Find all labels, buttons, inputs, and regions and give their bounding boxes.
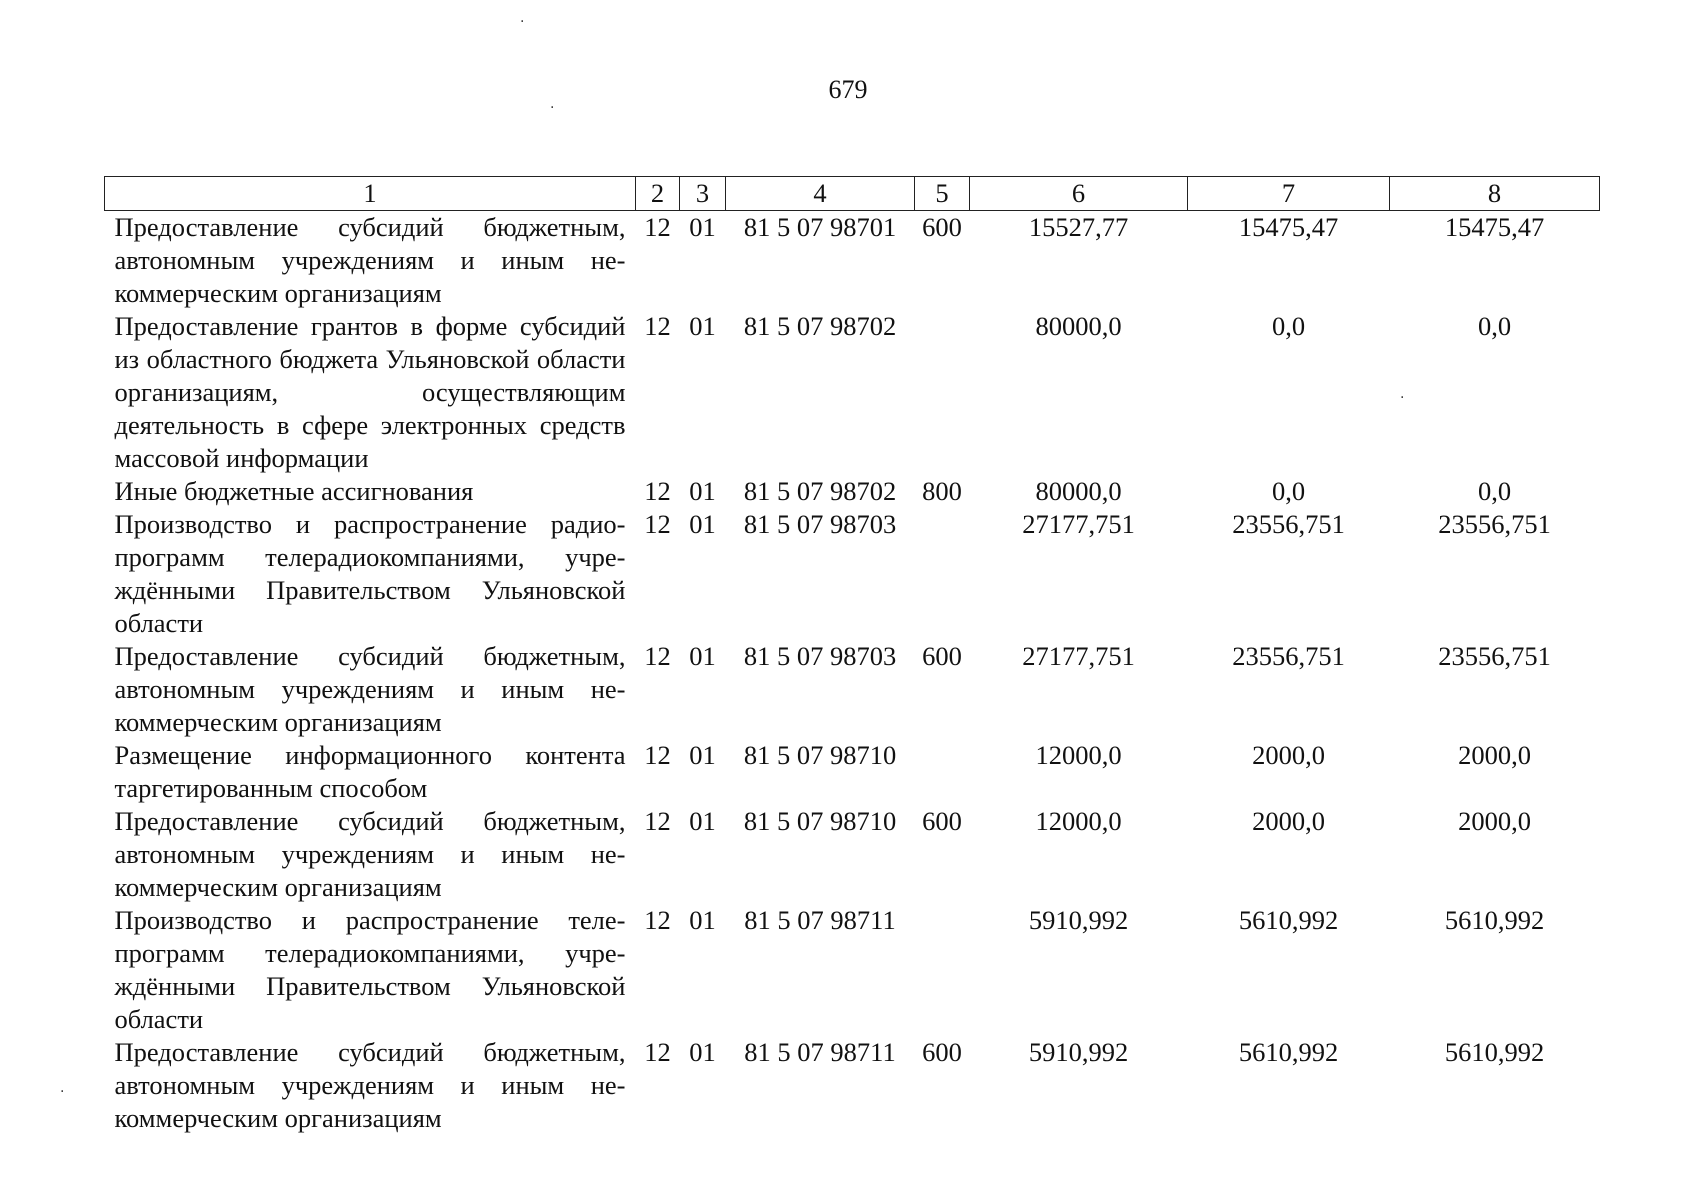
column-header-3: 3 — [680, 177, 726, 211]
row-amount-7: 2000,0 — [1252, 806, 1325, 836]
row-amount-7: 23556,751 — [1232, 509, 1345, 539]
row-subsection: 01 — [689, 740, 716, 770]
table-body — [105, 211, 1600, 1136]
scan-speck: · — [1400, 390, 1405, 406]
row-section: 12 — [644, 641, 671, 671]
column-header-1: 1 — [105, 177, 636, 211]
row-amount-6: 27177,751 — [1022, 509, 1135, 539]
row-section: 12 — [644, 476, 671, 506]
row-name: Иные бюджетные ассигнования — [114, 476, 474, 506]
column-header-8: 8 — [1390, 177, 1600, 211]
row-subsection: 01 — [689, 212, 716, 242]
row-amount-6: 27177,751 — [1022, 641, 1135, 671]
row-expense-type: 600 — [922, 641, 962, 671]
scan-speck: · — [550, 100, 555, 116]
table-header — [105, 177, 1600, 211]
column-header-7: 7 — [1188, 177, 1390, 211]
row-section: 12 — [644, 740, 671, 770]
row-name: Производство и распространение телепрограмм телерадиокомпаниями, учреждёнными Правительством Ульяновской области — [114, 905, 626, 1034]
table-row — [105, 739, 1600, 805]
row-target-code: 81 5 07 98702 — [743, 476, 897, 506]
budget-table — [104, 176, 1600, 1135]
row-section: 12 — [644, 806, 671, 836]
row-expense-type — [915, 904, 970, 1036]
row-amount-7: 23556,751 — [1232, 641, 1345, 671]
table-row — [105, 904, 1600, 1036]
column-header-2: 2 — [636, 177, 680, 211]
row-target-code: 81 5 07 98711 — [744, 1037, 896, 1067]
row-amount-6: 12000,0 — [1035, 740, 1122, 770]
row-amount-6: 5910,992 — [1028, 1037, 1129, 1067]
row-target-code: 81 5 07 98710 — [743, 806, 897, 836]
row-name: Предоставление субсидий бюджетным, автономным учреждениям и иным некоммерческим организациям — [114, 212, 626, 308]
row-amount-7: 5610,992 — [1238, 1037, 1339, 1067]
table-row — [105, 475, 1600, 508]
row-expense-type: 600 — [922, 212, 962, 242]
row-amount-6: 15527,77 — [1028, 212, 1129, 242]
row-subsection: 01 — [689, 509, 716, 539]
header-row — [105, 177, 1600, 211]
row-amount-8: 0,0 — [1477, 476, 1512, 506]
row-target-code: 81 5 07 98711 — [744, 905, 896, 935]
row-amount-8: 15475,47 — [1444, 212, 1545, 242]
row-target-code: 81 5 07 98710 — [743, 740, 897, 770]
row-name: Предоставление грантов в форме субсидий из областного бюджета Ульяновской области организациям, осуществляющим деятельность в сфере электронных средств массовой информации — [114, 311, 626, 473]
row-amount-8: 2000,0 — [1458, 806, 1531, 836]
row-subsection: 01 — [689, 476, 716, 506]
row-expense-type: 800 — [922, 476, 962, 506]
row-expense-type — [915, 310, 970, 475]
scan-speck: · — [520, 14, 525, 30]
row-section: 12 — [644, 905, 671, 935]
row-section: 12 — [644, 212, 671, 242]
row-name: Предоставление субсидий бюджетным, автономным учреждениям и иным некоммерческим организациям — [114, 641, 626, 737]
row-name: Размещение информационного контента таргетированным способом — [114, 740, 626, 803]
row-amount-7: 15475,47 — [1238, 212, 1339, 242]
row-subsection: 01 — [689, 1037, 716, 1067]
row-amount-6: 80000,0 — [1035, 476, 1122, 506]
row-expense-type: 600 — [922, 806, 962, 836]
row-amount-8: 2000,0 — [1458, 740, 1531, 770]
row-expense-type — [915, 508, 970, 640]
scan-speck: · — [60, 1084, 65, 1100]
table-row — [105, 211, 1600, 311]
row-amount-6: 80000,0 — [1035, 311, 1122, 341]
row-subsection: 01 — [689, 641, 716, 671]
row-section: 12 — [644, 311, 671, 341]
table-row — [105, 640, 1600, 739]
row-subsection: 01 — [689, 905, 716, 935]
column-header-6: 6 — [970, 177, 1188, 211]
row-amount-8: 5610,992 — [1444, 905, 1545, 935]
row-amount-8: 0,0 — [1477, 311, 1512, 341]
column-header-5: 5 — [915, 177, 970, 211]
row-amount-8: 5610,992 — [1444, 1037, 1545, 1067]
table-row — [105, 1036, 1600, 1135]
table-row — [105, 508, 1600, 640]
table-row — [105, 310, 1600, 475]
row-amount-7: 5610,992 — [1238, 905, 1339, 935]
row-target-code: 81 5 07 98703 — [743, 641, 897, 671]
row-amount-8: 23556,751 — [1438, 641, 1551, 671]
row-section: 12 — [644, 1037, 671, 1067]
row-subsection: 01 — [689, 311, 716, 341]
row-amount-7: 0,0 — [1271, 476, 1306, 506]
row-target-code: 81 5 07 98703 — [743, 509, 897, 539]
row-expense-type — [915, 739, 970, 805]
row-amount-8: 23556,751 — [1438, 509, 1551, 539]
row-name: Производство и распространение радиопрограмм телерадиокомпаниями, учреждёнными Правительством Ульяновской области — [114, 509, 626, 638]
row-name: Предоставление субсидий бюджетным, автономным учреждениям и иным некоммерческим организациям — [114, 806, 626, 902]
row-subsection: 01 — [689, 806, 716, 836]
table-row — [105, 805, 1600, 904]
row-target-code: 81 5 07 98701 — [743, 212, 897, 242]
row-amount-7: 0,0 — [1271, 311, 1306, 341]
column-header-4: 4 — [726, 177, 915, 211]
row-amount-7: 2000,0 — [1252, 740, 1325, 770]
row-amount-6: 5910,992 — [1028, 905, 1129, 935]
row-amount-6: 12000,0 — [1035, 806, 1122, 836]
row-name: Предоставление субсидий бюджетным, автономным учреждениям и иным некоммерческим организациям — [114, 1037, 626, 1133]
row-section: 12 — [644, 509, 671, 539]
row-expense-type: 600 — [922, 1037, 962, 1067]
page-number: 679 — [828, 75, 868, 104]
row-target-code: 81 5 07 98702 — [743, 311, 897, 341]
